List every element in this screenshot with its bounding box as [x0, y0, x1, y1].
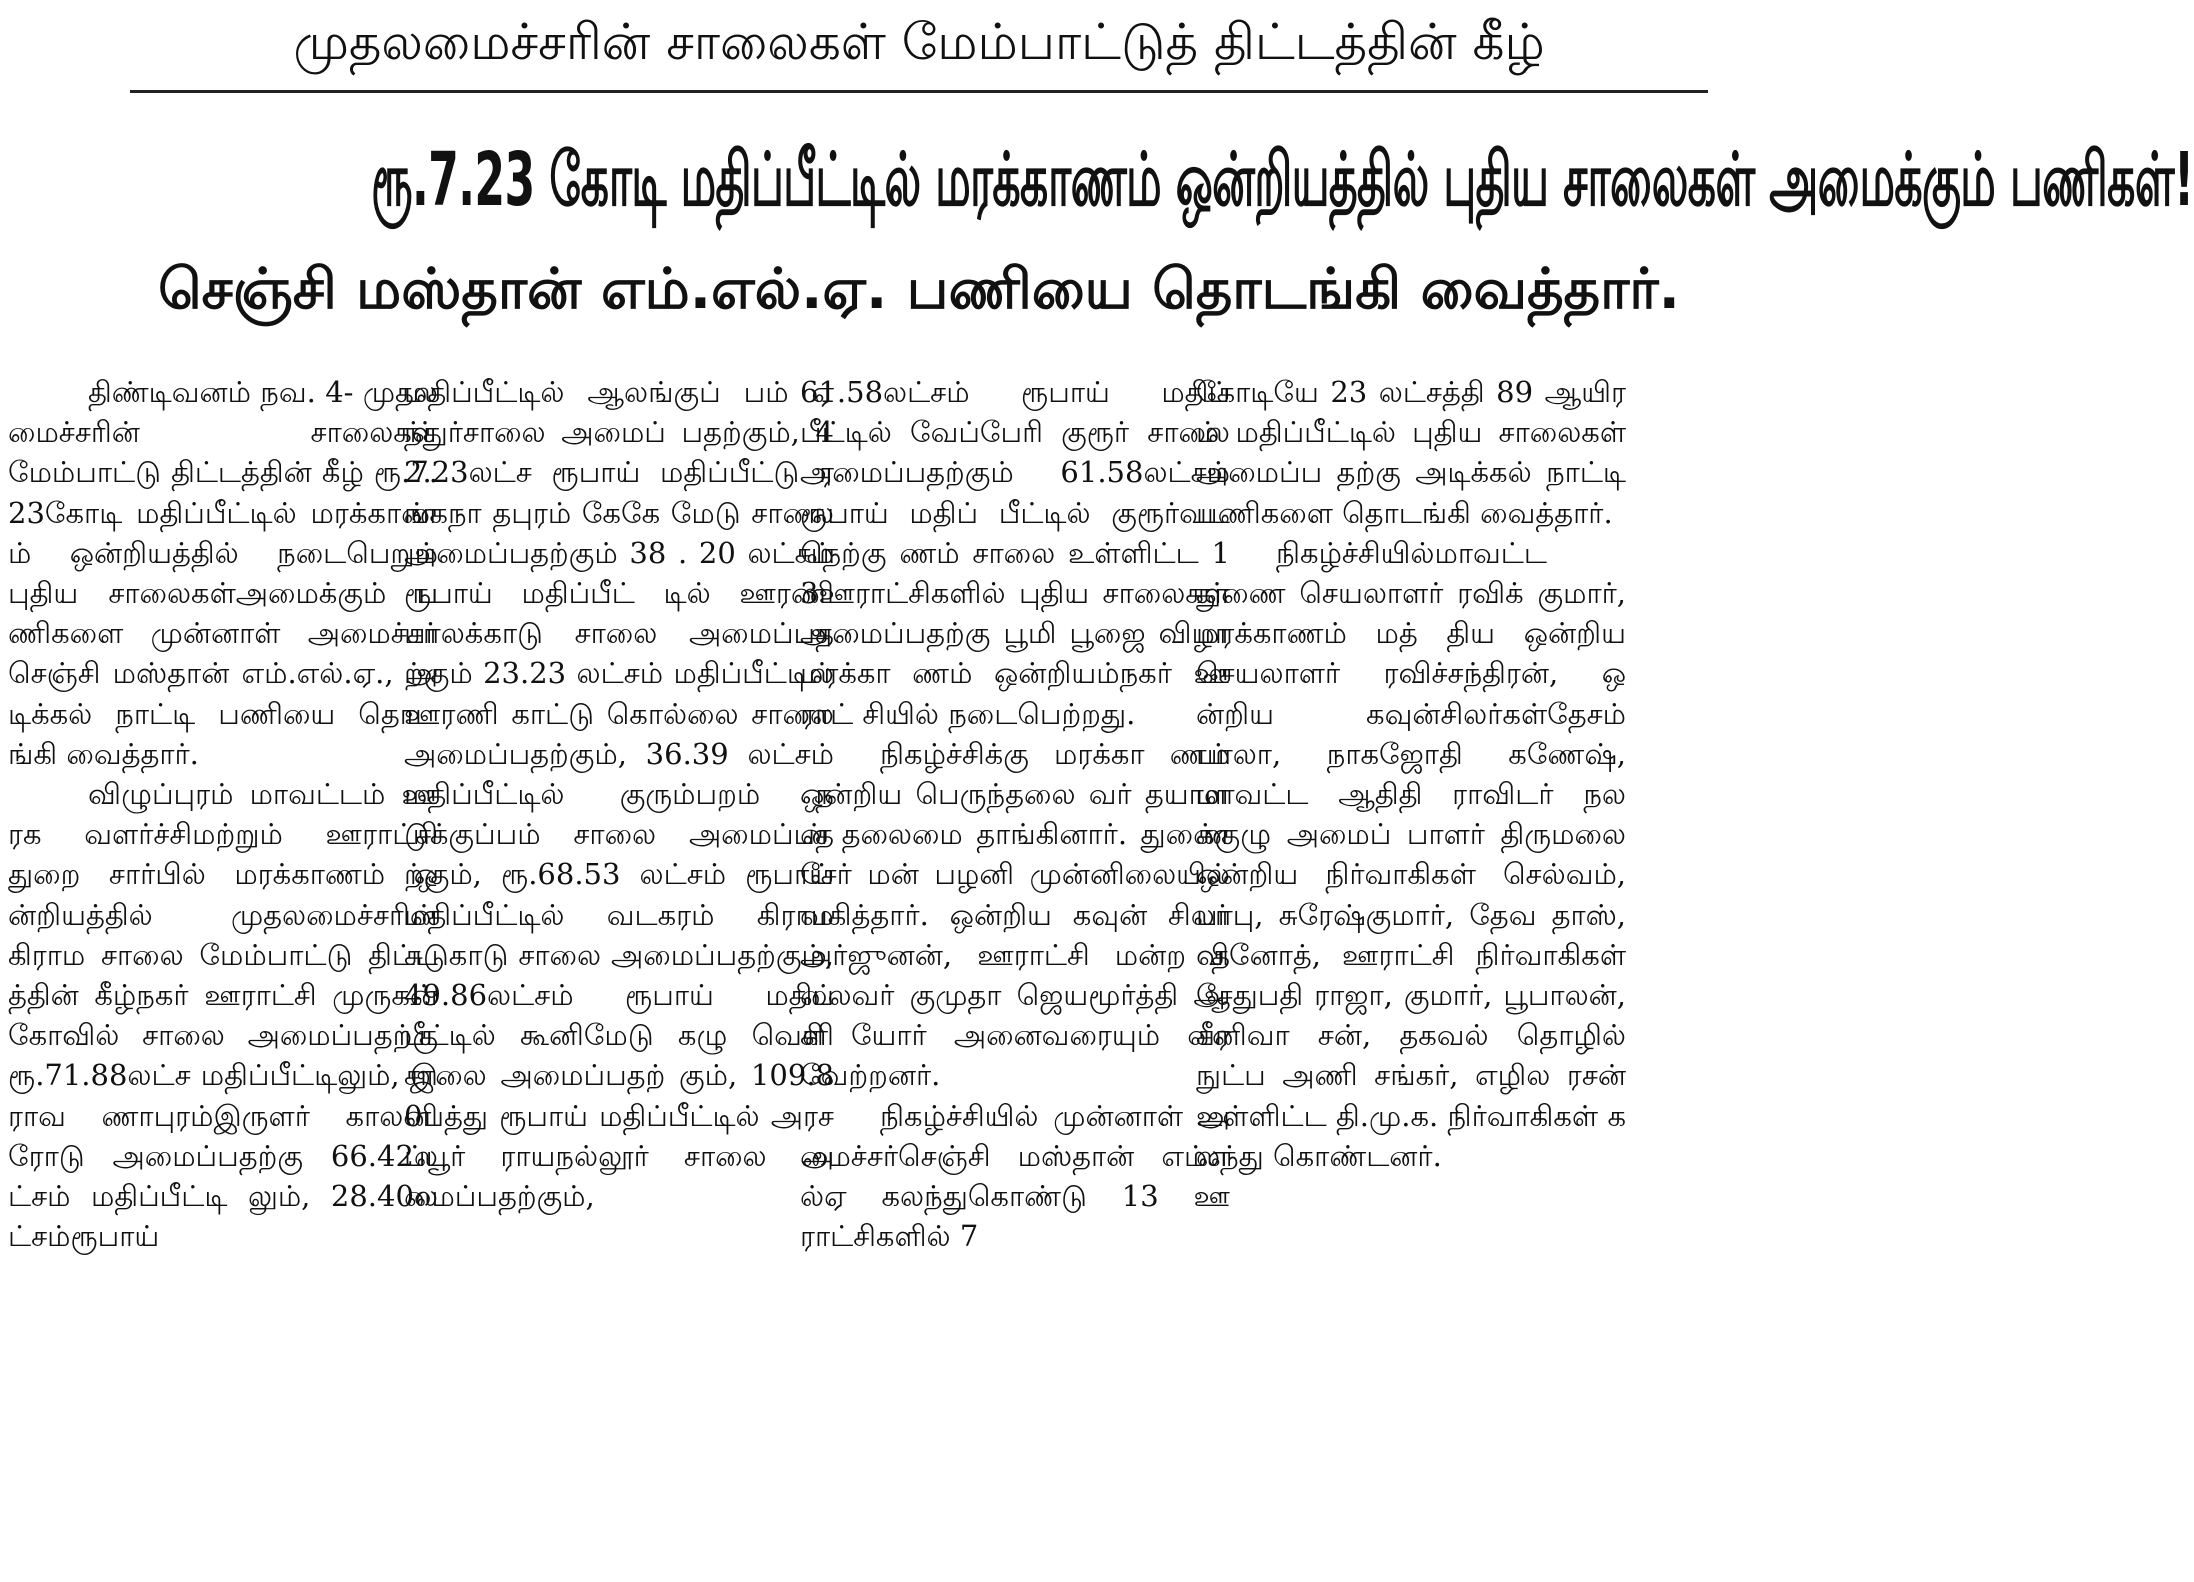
- article-column-1: [8, 372, 438, 1577]
- article-column-3: [800, 372, 1230, 1577]
- paragraph: 61.58லட்சம் ரூபாய் மதிப் பீட்டில் வேப்பேரி குரூர் சாலை அமைப்பதற்கும் 61.58லட்சம் ரூபாய் மதிப் பீட்டில் குரூர்வட நெற்கு ணம் சாலை உள்ளிட்ட 13ஊராட்சிகளில் புதிய சாலைகள் அமைப்பதற்கு பூமி பூஜை விழா மரக்கா ணம் ஒன்றியம்நகர் ஊராட் சியில் நடைபெற்றது.: [800, 375, 1230, 731]
- paragraph: மதிப்பீட்டில் ஆலங்குப் பம் ஏந்துர்சாலை அமைப் பதற்கும், 42.23லட்ச ரூபாய் மதிப்பீட்டு ரங்கநா தபுரம் கேகே மேடு சாலை அமைப்பதற்கும் 38 . 20 லட்சம் ரூபாய் மதிப்பீட் டில் ஊரணி பாலக்காடு சாலை அமைப்பதற்கும் 23.23 லட்சம் மதிப்பீட்டில் ஊரணி காட்டு கொல்லை சாலை அமைப்பதற்கும், 36.39 லட்சம் மதிப்பீட்டில் குரும்பறம் நடுக்குப்பம் சாலை அமைப்பதற்கும், ரூ.68.53 லட்சம் ரூபாய் மதிப்பீட்டில் வடகரம் கிராம சுடுகாடு சாலை அமைப்பதற்கும், 49.86லட்சம் ரூபாய் மதிப் பீட்டில் கூனிமேடு கழு வெளி சாலை அமைப்பதற் கும், 109.80பத்து ரூபாய் மதிப்பீட்டில் அரசப்பூர் ராயநல்லூர் சாலை அமைப்பதற்கும்,: [404, 375, 834, 1214]
- paragraph: கோடியே 23 லட்சத்தி 89 ஆயிரம் மதிப்பீட்டில் புதிய சாலைகள் அமைப்ப தற்கு அடிக்கல் நாட்டி பணிகளை தொடங்கி வைத்தார்.: [1196, 375, 1626, 530]
- kicker-underline: [130, 90, 1708, 93]
- article-column-2: [404, 372, 834, 1577]
- paragraph: நிகழ்ச்சியில் முன்னாள் அமைச்சர்செஞ்சி மஸ்தான் எம்எல்ஏ கலந்துகொண்டு 13 ஊராட்சிகளில் 7: [800, 1098, 1230, 1254]
- headline: ரூ.7.23 கோடி மதிப்பீட்டில் மரக்காணம் ஒன்றியத்தில் புதிய சாலைகள் அமைக்கும் பணிகள்!: [371, 137, 2194, 223]
- article-body: [8, 372, 1830, 1577]
- paragraph: நிகழ்ச்சியில்மாவட்ட துணை செயலாளர் ரவிக் குமார், மரக்காணம் மத் திய ஒன்றிய செயலாளர் ரவிச்சந்திரன், ஒன்றிய கவுன்சிலர்கள்தேசம் பாலா, நாகஜோதி கணேஷ், மாவட்ட ஆதிதி ராவிடர் நலக்குழு அமைப் பாளர் திருமலை ஒன்றிய நிர்வாகிகள் செல்வம், பாபு, சுரேஷ்குமார், தேவ தாஸ், வினோத், ஊராட்சி நிர்வாகிகள் சேதுபதி ராஜா, குமார், பூபாலன், சீனிவா சன், தகவல் தொழில் நுட்ப அணி சங்கர், எழில ரசன் உள்ளிட்ட தி.மு.க. நிர்வாகிகள் கலந்து கொண்டனர்.: [1196, 535, 1626, 1173]
- kicker-title: முதலமைச்சரின் சாலைகள் மேம்பாட்டுத் திட்டத்தின் கீழ்: [293, 13, 1545, 71]
- paragraph: விழுப்புரம் மாவட்டம் ஊரக வளர்ச்சிமற்றும் ஊராட்சி துறை சார்பில் மரக்காணம் ஒன்றியத்தில் முதலமைச்சரின் கிராம சாலை மேம்பாட்டு திட்டத்தின் கீழ்நகர் ஊராட்சி முருகன் கோவில் சாலை அமைப்பதற்கு ரூ.71.88லட்ச மதிப்பீட்டிலும், இராவ ணாபுரம்இருளர் காலனி ரோடு அமைப்பதற்கு 66.42லட்சம் மதிப்பீட்டி லும், 28.40லட்சம்ரூபாய்: [8, 777, 438, 1254]
- paragraph: நிகழ்ச்சிக்கு மரக்கா ணம் ஒன்றிய பெருந்தலை வர் தயாளன் தலைமை தாங்கினார். துணை சேர் மன் பழனி முன்னிலையில் வகித்தார். ஒன்றிய கவுன் சிலர் அர்ஜுனன், ஊராட்சி மன்ற தலைவர் குமுதா ஜெயமூர்த்தி ஆகி யோர் அனைவரையும் வர வேற்றனர்.: [800, 736, 1230, 1093]
- subheadline: செஞ்சி மஸ்தான் எம்.எல்.ஏ. பணியை தொடங்கி வைத்தார்.: [158, 257, 1680, 322]
- article-column-4: [1196, 372, 1626, 1577]
- paragraph: திண்டிவனம் நவ. 4- முதலமைச்சரின் சாலைகள் மேம்பாட்டு திட்டத்தின் கீழ் ரூ.7.23கோடி மதிப்பீட்டில் மரக்காணம் ஒன்றியத்தில் நடைபெறும் புதிய சாலைகள்அமைக்கும் பணிகளை முன்னாள் அமைச்சர் செஞ்சி மஸ்தான் எம்.எல்.ஏ., அடிக்கல் நாட்டி பணியை தொடங்கி வைத்தார்.: [8, 375, 438, 771]
